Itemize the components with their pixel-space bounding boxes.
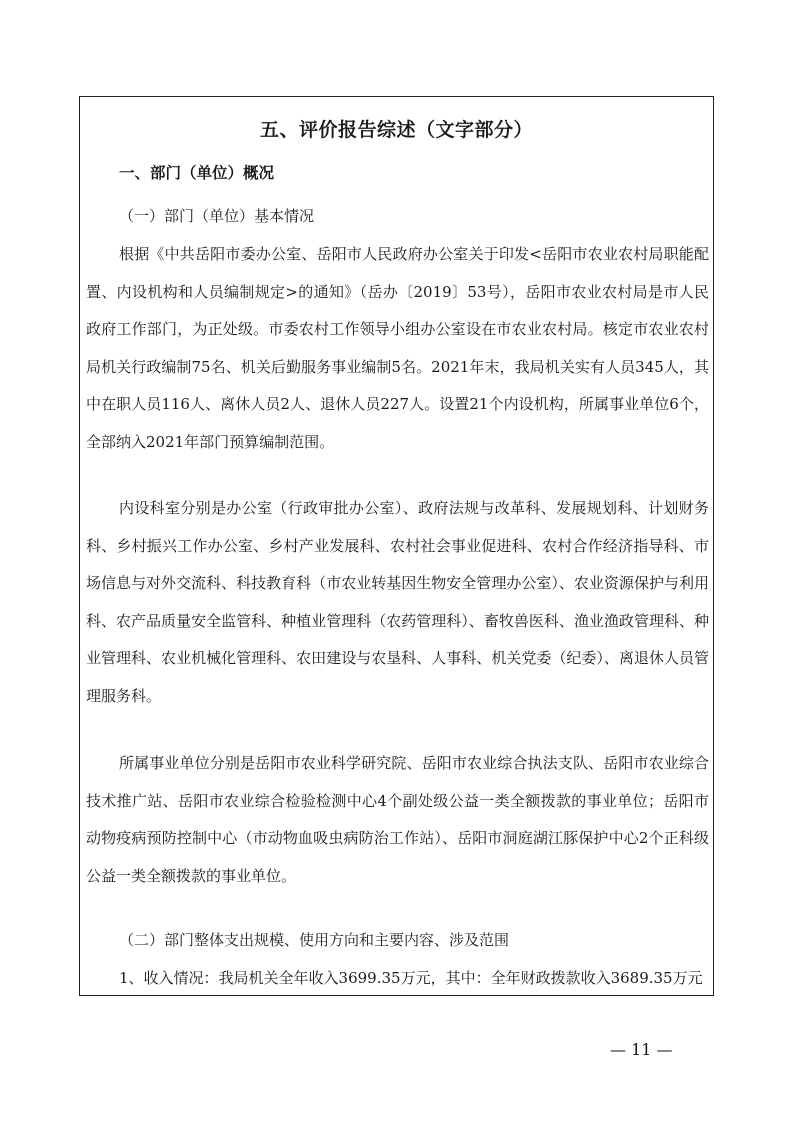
subsection-heading-basic-info: （一）部门（单位）基本情况 (119, 207, 315, 225)
paragraph-internal-departments: 内设科室分别是办公室（行政审批办公室）、政府法规与改革科、发展规划科、计划财务科、乡村振兴工作办公室、乡村产业发展科、农村社会事业促进科、农村合作经济指导科、市场信息与对外交流科、科技教育科（市农业转基因生物安全管理办公室）、农业资源保护与利用科、农产品质量安全监管科、种植业管理科（农药管理科）、畜牧兽医科、渔业渔政管理科、种业管理科、农业机械化管理科、农田建设与农垦科、人事科、机关党委（纪委）、离退休人员管理服务科。 (86, 499, 709, 705)
report-frame (79, 96, 714, 996)
subsection-heading-expenditure: （二）部门整体支出规模、使用方向和主要内容、涉及范围 (119, 931, 510, 949)
paragraph-affiliated-units: 所属事业单位分别是岳阳市农业科学研究院、岳阳市农业综合执法支队、岳阳市农业综合技术推广站、岳阳市农业综合检验检测中心4个副处级公益一类全额拨款的事业单位；岳阳市动物疫病预防控制中心（市动物血吸虫病防治工作站）、岳阳市洞庭湖江豚保护中心2个正科级公益一类全额拨款的事业单位。 (86, 754, 709, 885)
paragraph-basic-info: 根据《中共岳阳市委办公室、岳阳市人民政府办公室关于印发<岳阳市农业农村局职能配置、内设机构和人员编制规定>的通知》（岳办〔2019〕53号），岳阳市农业农村局是市人民政府工作部门，为正处级。市委农村工作领导小组办公室设在市农业农村局。核定市农业农村局机关行政编制75名、机关后勤服务事业编制5名。2021年末，我局机关实有人员345人，其中在职人员116人、离休人员2人、退休人员227人。设置21个内设机构，所属事业单位6个，全部纳入2021年部门预算编制范围。 (86, 245, 709, 451)
page-title: 五、评价报告综述（文字部分） (259, 119, 533, 141)
paragraph-income: 1、收入情况：我局机关全年收入3699.35万元，其中：全年财政拨款收入3689.35万元 (119, 969, 703, 987)
page-number: — 11 — (610, 1040, 673, 1059)
section-heading-overview: 一、部门（单位）概况 (119, 164, 275, 182)
